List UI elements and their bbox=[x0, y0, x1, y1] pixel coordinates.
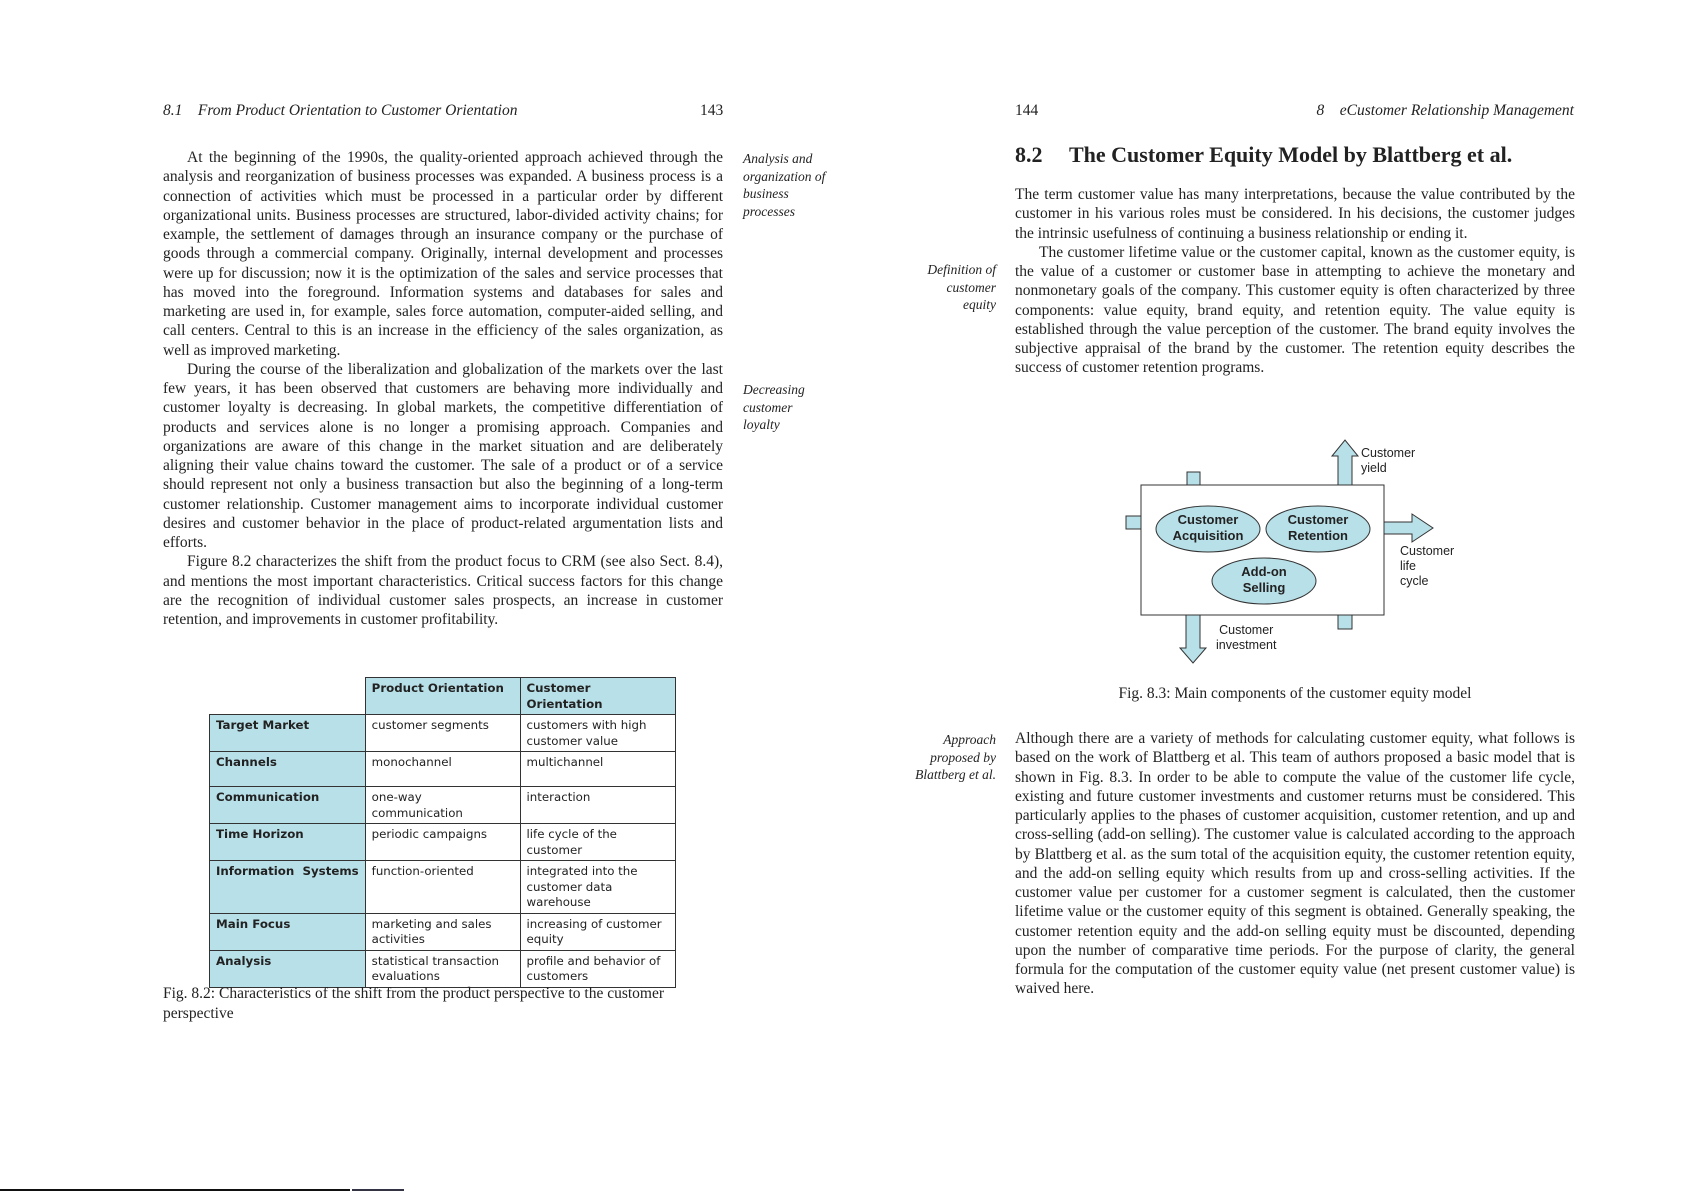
margin-line: loyalty bbox=[743, 417, 780, 432]
addon-label bbox=[1212, 564, 1316, 596]
margin-line: customer bbox=[743, 399, 793, 415]
table-row bbox=[210, 752, 676, 787]
label-line: cycle bbox=[1400, 574, 1429, 588]
down-arrow-icon bbox=[1180, 615, 1206, 663]
header-section-number: 8.1 bbox=[163, 102, 183, 119]
table-corner bbox=[210, 678, 366, 715]
row-label: Channels bbox=[210, 752, 366, 787]
cell-product: customer segments bbox=[365, 715, 520, 752]
margin-line: Blattberg et al. bbox=[915, 767, 996, 782]
paragraph: The customer lifetime value or the customer capital, known as the customer equity, is the value of a customer or customer base in attempting to achieve the monetary and nonmonetary goals of the company. This customer equity is often characterized by three components: value equity, brand equity, and retention equity. The value equity is established through the value perception of the customer. The brand equity involves the subjective appraisal of the brand by the customer. The retention equity describes the success of customer retention programs. bbox=[1015, 243, 1575, 377]
left-body-text bbox=[163, 148, 723, 629]
cell-product: one-way communication bbox=[365, 787, 520, 824]
margin-line: Decreasing bbox=[743, 382, 805, 397]
label-line: Customer bbox=[1361, 446, 1416, 460]
label-line: life bbox=[1400, 559, 1416, 573]
margin-line: proposed by bbox=[930, 749, 996, 765]
left-running-header bbox=[163, 102, 517, 120]
left-stub bbox=[1126, 516, 1141, 529]
margin-line: organization of bbox=[743, 168, 826, 184]
cell-customer: profile and behavior of customers bbox=[520, 950, 676, 987]
top-stub bbox=[1187, 472, 1200, 486]
margin-line: equity bbox=[963, 297, 996, 312]
right-page-number: 144 bbox=[1015, 102, 1039, 119]
header-chapter-number: 8 bbox=[1316, 102, 1325, 119]
table-row bbox=[210, 913, 676, 950]
margin-line: business bbox=[743, 186, 789, 201]
up-arrow-icon bbox=[1332, 440, 1358, 485]
table-header-row bbox=[210, 678, 676, 715]
ellipse-text: Customer bbox=[1287, 512, 1349, 527]
cell-customer: multichannel bbox=[520, 752, 676, 787]
paragraph: The term customer value has many interpretations, because the value contributed by the customer in his various roles must be considered. In his decisions, the customer judges the intrinsic usefulness of continuing a business relationship or ending it. bbox=[1015, 186, 1575, 242]
acquisition-label bbox=[1156, 512, 1260, 544]
row-label: Main Focus bbox=[210, 913, 366, 950]
table-row bbox=[210, 861, 676, 914]
row-label: Analysis bbox=[210, 950, 366, 987]
left-page-number: 143 bbox=[700, 102, 724, 119]
cell-product: periodic campaigns bbox=[365, 824, 520, 861]
figure-caption-8-3: Fig. 8.3: Main components of the customer equity model bbox=[1118, 685, 1472, 702]
investment-label bbox=[1216, 623, 1276, 653]
cell-customer: integrated into the customer data warehouse bbox=[520, 861, 676, 914]
cell-product: statistical transaction evaluations bbox=[365, 950, 520, 987]
margin-note-definition bbox=[927, 261, 996, 314]
retention-label bbox=[1266, 512, 1370, 544]
right-body-text-bottom bbox=[1015, 729, 1575, 999]
margin-note-analysis bbox=[743, 150, 825, 220]
section-title: The Customer Equity Model by Blattberg et al. bbox=[1069, 142, 1513, 167]
cell-customer: interaction bbox=[520, 787, 676, 824]
section-number: 8.2 bbox=[1015, 142, 1043, 167]
table-row bbox=[210, 787, 676, 824]
margin-line: Approach bbox=[943, 732, 996, 747]
header-title: eCustomer Relationship Management bbox=[1339, 102, 1574, 119]
section-heading bbox=[1015, 142, 1512, 168]
margin-line: customer bbox=[946, 279, 996, 295]
margin-line: Analysis and bbox=[743, 151, 813, 166]
margin-line: Definition of bbox=[927, 262, 996, 277]
table-row bbox=[210, 715, 676, 752]
ellipse-text: Customer bbox=[1177, 512, 1239, 527]
margin-line: processes bbox=[743, 203, 795, 219]
label-line: investment bbox=[1216, 638, 1277, 652]
row-label: Target Market bbox=[210, 715, 366, 752]
label-line: Customer bbox=[1400, 544, 1455, 558]
row-label: Communication bbox=[210, 787, 366, 824]
ellipse-text: Acquisition bbox=[1172, 528, 1244, 543]
figure-caption-8-2: Fig. 8.2: Characteristics of the shift from the product perspective to the customer perspective bbox=[163, 985, 665, 1022]
column-header: Customer Orientation bbox=[520, 678, 676, 715]
margin-note-approach bbox=[915, 731, 996, 784]
life-cycle-label bbox=[1400, 544, 1454, 589]
yield-label bbox=[1361, 446, 1415, 476]
paragraph: Although there are a variety of methods for calculating customer equity, what follows is based on the work of Blattberg et al. This team of authors proposed a basic model that is shown in Fig. 8.3. In order to be able to compute the value of the customer life cycle, existing and future customer investments and customer returns must be considered. This particularly applies to the phases of customer acquisition, customer retention, and up and cross-selling (add-on selling). The customer value is calculated according to the approach by Blattberg et al. as the sum total of the acquisition equity, the customer retention equity, and the add-on selling equity which results from up and cross-selling activities. If the customer value per customer for a customer segment is calculated, then the customer lifetime value or the customer equity of this segment is obtained. Generally speaking, the customer retention equity and the add-on selling equity must be discounted, depending upon the number of comparative time periods. For the purpose of clarity, the general formula for the computation of the customer equity value (net present customer value) is waived here. bbox=[1015, 730, 1575, 998]
row-label: Time Horizon bbox=[210, 824, 366, 861]
cell-product: function-oriented bbox=[365, 861, 520, 914]
right-body-text-top bbox=[1015, 185, 1575, 378]
right-running-header bbox=[1317, 102, 1574, 120]
cell-product: marketing and sales activities bbox=[365, 913, 520, 950]
label-line: yield bbox=[1361, 461, 1387, 475]
orientation-table bbox=[209, 677, 676, 988]
ellipse-text: Add-on bbox=[1241, 564, 1287, 579]
cell-product: monochannel bbox=[365, 752, 520, 787]
row-label: Information Systems bbox=[210, 861, 366, 914]
right-arrow-icon bbox=[1384, 514, 1433, 542]
ellipse-text: Retention bbox=[1288, 528, 1348, 543]
table-row bbox=[210, 824, 676, 861]
column-header: Product Orientation bbox=[365, 678, 520, 715]
table-row bbox=[210, 950, 676, 987]
label-line: Customer bbox=[1219, 623, 1274, 637]
cell-customer: customers with high customer value bbox=[520, 715, 676, 752]
cell-customer: increasing of customer equity bbox=[520, 913, 676, 950]
margin-note-loyalty bbox=[743, 381, 805, 434]
paragraph: During the course of the liberalization and globalization of the markets over the last few years, it has been observed that customers are behaving more individually and customer loyalty is decreasing. In global markets, the competitive differentiation of products and services alone is no longer a promising approach. Companies and organizations are aware of this change in the market situation and are deliberately aligning their value chains toward the customer. The sale of a product or of a service should represent not only a business transaction but also the beginning of a long-term customer relationship. Customer management aims to incorporate individual customer desires and customer behavior in the place of product-related argumentation lists and efforts. bbox=[163, 360, 723, 551]
paragraph: At the beginning of the 1990s, the quality-oriented approach achieved through the analysis and reorganization of business processes was expanded. A business process is a connection of activities which must be processed in a particular order by different organizational units. Business processes are structured, labor-divided activity chains; for example, the settlement of damages through an insurance company or the purchase of goods through a commercial company. Originally, internal development and processes were up for discussion; now it is the optimization of the sales and service processes that has moved into the foreground. Information systems and databases for sales and marketing are used in, for example, sales force automation, computer-aided selling, and call centers. Central to this is an increase in the efficiency of the sales organization, as well as improved marketing. bbox=[163, 149, 723, 359]
paragraph: Figure 8.2 characterizes the shift from the product focus to CRM (see also Sect. 8.4), and mentions the most important characteristics. Critical success factors for this change are the recognition of individual customer sales prospects, an increase in customer retention, and improvements in customer profitability. bbox=[163, 553, 723, 628]
bottom-stub bbox=[1338, 615, 1352, 629]
ellipse-text: Selling bbox=[1242, 580, 1286, 595]
cell-customer: life cycle of the customer bbox=[520, 824, 676, 861]
header-title: From Product Orientation to Customer Orientation bbox=[197, 102, 518, 119]
